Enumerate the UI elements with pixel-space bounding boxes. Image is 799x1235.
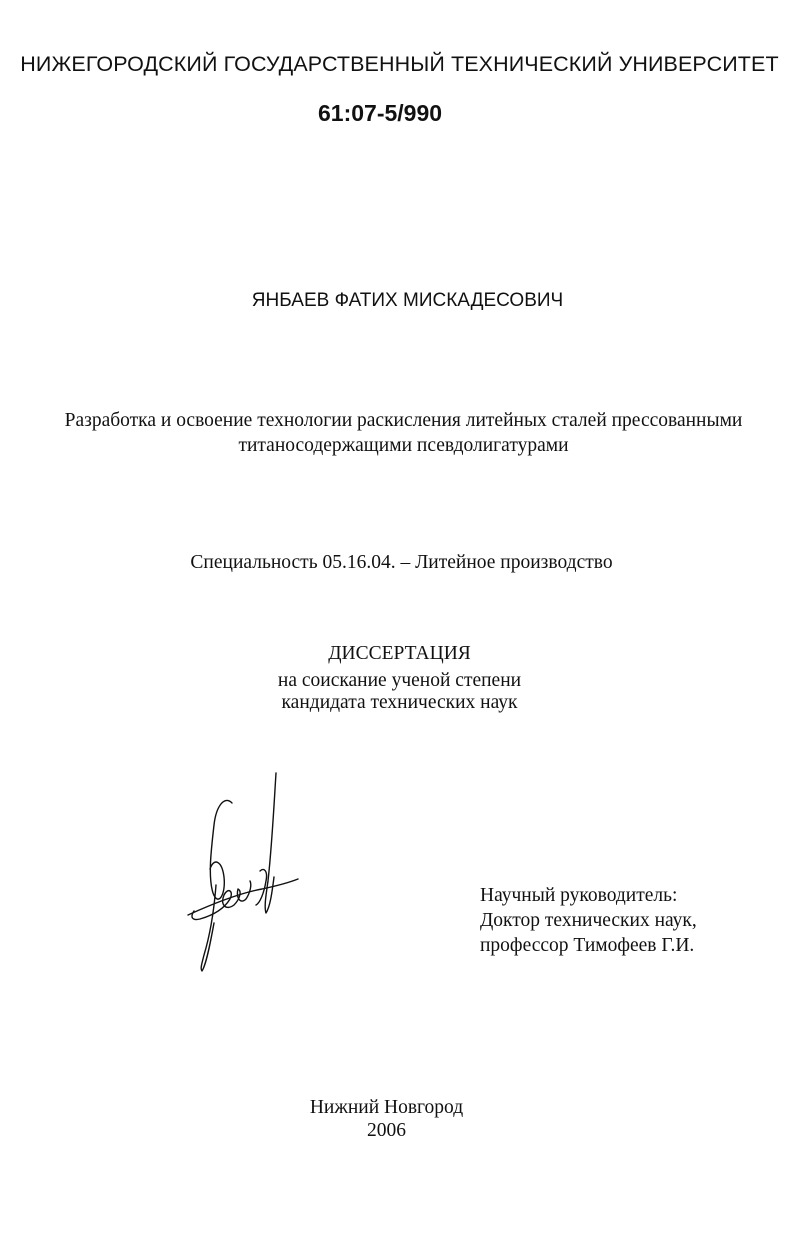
thesis-title-line-2: титаносодержащими псевдолигатурами [238,435,569,456]
degree-line-1: на соискание ученой степени [277,670,522,691]
specialty: Специальность 05.16.04. – Литейное производство [190,552,613,573]
supervisor-name: профессор Тимофеев Г.И. [480,935,695,956]
supervisor-block [480,883,697,958]
degree-line-2: кандидата технических наук [281,692,518,713]
author-name: ЯНБАЕВ ФАТИХ МИСКАДЕСОВИЧ [251,290,564,311]
year: 2006 [367,1120,406,1141]
supervisor-degree: Доктор технических наук, [480,910,697,931]
document-type: ДИССЕРТАЦИЯ [328,643,471,664]
thesis-title-line-1: Разработка и освоение технологии раскисления литейных сталей прессованными [64,410,743,431]
signature-icon [180,765,305,975]
university-name: НИЖЕГОРОДСКИЙ ГОСУДАРСТВЕННЫЙ ТЕХНИЧЕСКИЙ УНИВЕРСИТЕТ [20,52,779,76]
supervisor-label: Научный руководитель: [480,885,678,906]
library-code: 61:07-5/990 [318,100,443,126]
city: Нижний Новгород [309,1097,464,1118]
